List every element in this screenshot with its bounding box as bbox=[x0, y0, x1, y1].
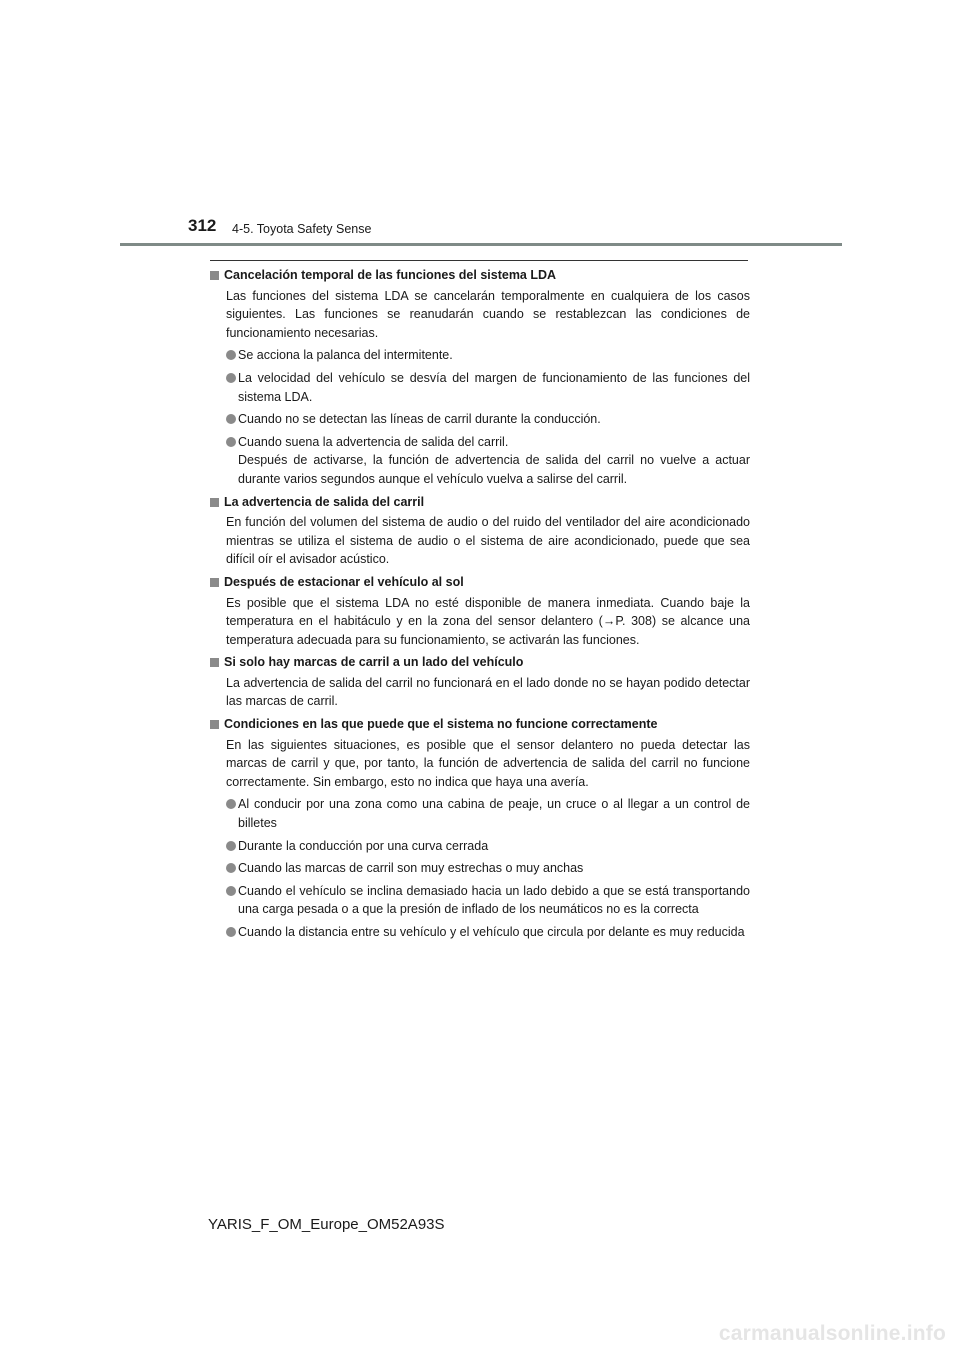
section-paragraph: La advertencia de salida del carril no funcionará en el lado donde no se hayan podido detectar las marcas de carril. bbox=[226, 675, 750, 709]
circle-bullet-icon bbox=[226, 373, 236, 383]
section-paragraph: Las funciones del sistema LDA se cancelarán temporalmente en cualquiera de los casos siguientes. Las funciones se reanudarán cuando se restablezcan las condiciones de funcionamiento necesarias. bbox=[226, 288, 750, 340]
list-item bbox=[226, 882, 750, 919]
list-item bbox=[226, 410, 750, 429]
list-item bbox=[226, 795, 750, 832]
section-paragraph: En función del volumen del sistema de audio o del ruido del ventilador del aire acondicionado mientras se utiliza el sistema de audio o el sistema de aire acondicionado, puede que sea difícil oír el avisador acústico. bbox=[226, 515, 750, 567]
square-bullet-icon bbox=[210, 498, 219, 507]
list-item-text: Cuando las marcas de carril son muy estrechas o muy anchas bbox=[238, 861, 584, 876]
list-item-text: Durante la conducción por una curva cerrada bbox=[238, 838, 489, 853]
list-item bbox=[226, 369, 750, 406]
content-body bbox=[210, 266, 750, 942]
list-item bbox=[226, 837, 750, 856]
list-item bbox=[226, 433, 750, 489]
square-bullet-icon bbox=[210, 271, 219, 280]
list-item-text: Cuando la distancia entre su vehículo y el vehículo que circula por delante es muy reducida bbox=[238, 925, 745, 939]
watermark: carmanualsonline.info bbox=[718, 1322, 946, 1345]
circle-bullet-icon bbox=[226, 886, 236, 896]
section-title-text: Después de estacionar el vehículo al sol bbox=[224, 574, 464, 589]
circle-bullet-icon bbox=[226, 863, 236, 873]
section-title-text: Si solo hay marcas de carril a un lado del vehículo bbox=[224, 655, 524, 670]
square-bullet-icon bbox=[210, 720, 219, 729]
section-paragraph: Es posible que el sistema LDA no esté disponible de manera inmediata. Cuando baje la temperatura en el habitáculo y en la zona del sensor delantero (→P. 308) se alcance una temperatura adecuada para su funcionamiento, se activarán las funciones. bbox=[226, 595, 750, 647]
document-code: YARIS_F_OM_Europe_OM52A93S bbox=[208, 1216, 445, 1233]
list-item-text: Se acciona la palanca del intermitente. bbox=[238, 348, 453, 363]
list-item bbox=[226, 346, 750, 365]
section-paragraph: En las siguientes situaciones, es posible que el sensor delantero no pueda detectar las marcas de carril y que, por tanto, la función de advertencia de salida del carril no funcione correctamente. Sin embargo, esto no indica que haya una avería. bbox=[226, 737, 750, 789]
content-divider bbox=[210, 260, 748, 261]
circle-bullet-icon bbox=[226, 841, 236, 851]
section-title-text: La advertencia de salida del carril bbox=[224, 494, 425, 509]
circle-bullet-icon bbox=[226, 799, 236, 809]
section-title bbox=[210, 493, 750, 512]
circle-bullet-icon bbox=[226, 414, 236, 424]
list-item-text: Cuando no se detectan las líneas de carril durante la conducción. bbox=[238, 412, 601, 427]
section-title-text: Condiciones en las que puede que el sistema no funcione correctamente bbox=[224, 717, 658, 732]
circle-bullet-icon bbox=[226, 350, 236, 360]
circle-bullet-icon bbox=[226, 927, 236, 937]
list-item-text: La velocidad del vehículo se desvía del margen de funcionamiento de las funciones del sistema LDA. bbox=[238, 370, 750, 404]
circle-bullet-icon bbox=[226, 437, 236, 447]
section-label: 4-5. Toyota Safety Sense bbox=[232, 222, 372, 236]
list-item-text: Cuando suena la advertencia de salida del carril. bbox=[238, 434, 509, 449]
list-item bbox=[226, 859, 750, 878]
list-item-text: Al conducir por una zona como una cabina de peaje, un cruce o al llegar a un control de billetes bbox=[238, 797, 750, 831]
section-title bbox=[210, 653, 750, 672]
header-divider bbox=[120, 243, 842, 246]
section-title bbox=[210, 715, 750, 734]
page-header bbox=[0, 0, 960, 250]
section-title bbox=[210, 573, 750, 592]
square-bullet-icon bbox=[210, 658, 219, 667]
list-item-text: Cuando el vehículo se inclina demasiado hacia un lado debido a que se está transportando una carga pesada o a que la presión de inflado de los neumáticos no es la correcta bbox=[238, 883, 750, 917]
list-item-note: Después de activarse, la función de advertencia de salida del carril no vuelve a actuar durante varios segundos aunque el vehículo vuelva a salirse del carril. bbox=[238, 453, 750, 486]
list-item bbox=[226, 923, 750, 942]
section-title bbox=[210, 266, 750, 285]
section-title-text: Cancelación temporal de las funciones del sistema LDA bbox=[224, 268, 557, 282]
page-number: 312 bbox=[188, 216, 217, 235]
square-bullet-icon bbox=[210, 578, 219, 587]
